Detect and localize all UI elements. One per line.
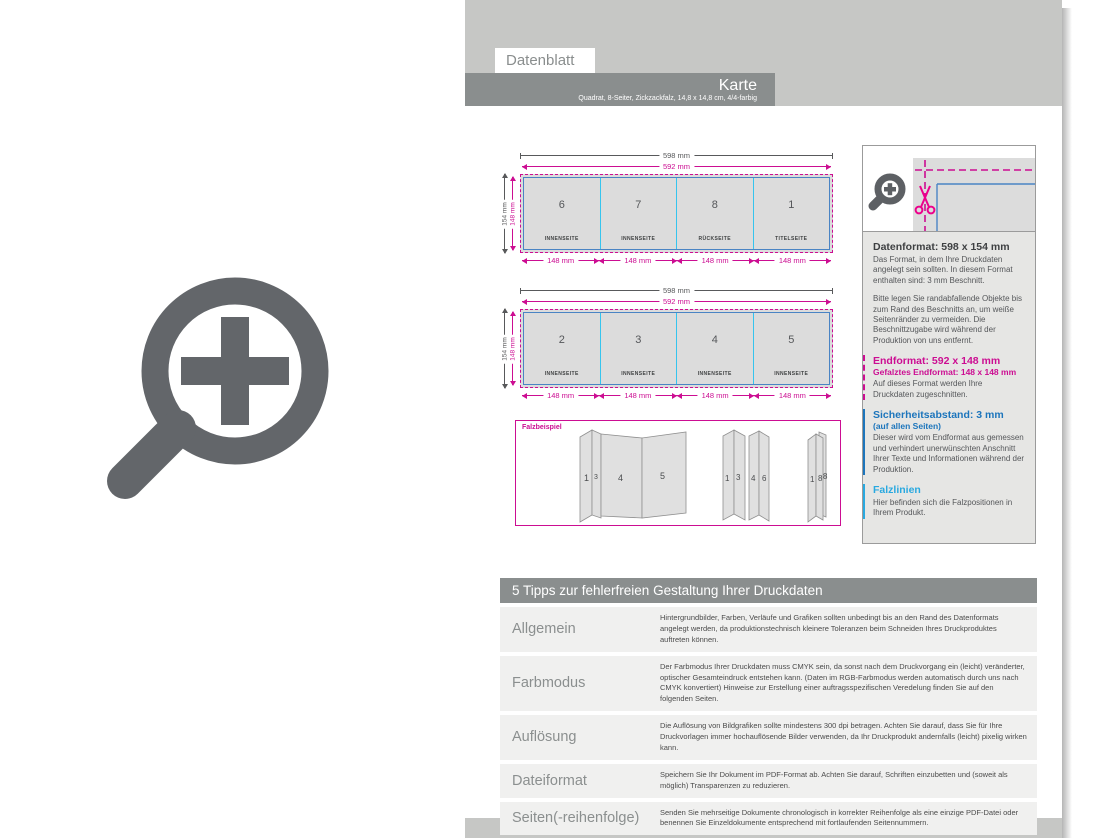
section-sicherheitsabstand <box>863 409 1025 475</box>
total-height-label: 154 mm <box>501 334 508 363</box>
fold-page-number: 1 <box>810 475 815 484</box>
total-width-dimension <box>520 285 833 295</box>
tip-text: Speichern Sie Ihr Dokument im PDF-Format ab. Achten Sie darauf, Schriften einzubetten und (soweit als möglich) Transparenzen zu reduzieren. <box>660 769 1008 790</box>
panel-width-dimension <box>599 390 676 400</box>
fold-page-number: 8 <box>818 474 823 483</box>
panel-6 <box>524 178 600 249</box>
total-width-label: 598 mm <box>659 152 694 160</box>
panel-number: 4 <box>711 333 718 346</box>
tip-text: Die Auflösung von Bildgrafiken sollte mindestens 300 dpi betragen. Achten Sie darauf, dass Sie für Ihre Druckvorlagen immer hochauflösende Bilder verwenden, da Ihr Druckprodukt andernfalls (leicht) pixelig wirken kann. <box>660 721 1027 752</box>
panel-width-dimension <box>754 255 831 265</box>
sheet-trim-area <box>523 177 830 250</box>
panel-side-label: TITELSEITE <box>775 236 808 242</box>
panel-width-label: 148 mm <box>698 392 733 400</box>
section-falzlinien <box>863 484 1025 519</box>
tip-text: Hintergrundbilder, Farben, Verläufe und Grafiken sollten unbedingt bis an den Rand des Datenformats angelegt werden, da produktionstechnisch kleinere Toleranzen beim Schneiden Ihres Druckproduktes auftreten können. <box>660 613 999 644</box>
tip-text: Senden Sie mehrseitige Dokumente chronologisch in korrekter Reihenfolge als eine einzige PDF-Datei oder benennen Sie Einzeldokumente entsprechend mit fortlaufenden Seitennummern. <box>660 807 1019 828</box>
panel-width-dimension <box>522 390 599 400</box>
tip-label: Allgemein <box>512 621 576 638</box>
fold-page-number: 5 <box>660 471 666 481</box>
total-height-label: 154 mm <box>501 199 508 228</box>
panel-width-label: 148 mm <box>543 392 578 400</box>
sheet-bleed-area <box>520 309 833 388</box>
datenformat-paragraph: Bitte legen Sie randabfallende Objekte bis zum Rand des Beschnitts an, um weiße Seitenränder zu vermeiden. Die Beschnittzugabe wird während der Produktion von uns entfernt. <box>873 294 1022 345</box>
panel-width-dimension <box>677 255 754 265</box>
falzlinien-paragraph: Hier befinden sich die Falzpositionen in Ihrem Produkt. <box>873 498 1013 518</box>
fold-page-number: 1 <box>584 473 590 483</box>
zoom-in-icon[interactable] <box>95 243 363 543</box>
fold-page-number: 3 <box>594 474 598 481</box>
panel-width-label: 148 mm <box>620 257 655 265</box>
total-width-label: 598 mm <box>659 287 694 295</box>
fold-example-box <box>515 420 841 526</box>
panel-number: 6 <box>558 198 565 211</box>
panel-side-label: INNENSEITE <box>544 236 579 242</box>
panel-width-label: 148 mm <box>775 392 810 400</box>
panel-1 <box>753 178 830 249</box>
tip-text: Der Farbmodus Ihrer Druckdaten muss CMYK sein, da sonst nach dem Druckvorgang ein (leicht) veränderter, optischer Gesamteindruck entstehen kann. (Daten im RGB-Farbmodus werden automatisch durch uns nach CMYK konvertiert) Hinweise zur Erstellung einer auftragsspezifischen Veredelung finden Sie auf den folgenden Seiten. <box>660 661 1025 704</box>
panel-7 <box>600 178 677 249</box>
panel-width-label: 148 mm <box>543 257 578 265</box>
page-edge-shadow <box>1062 8 1072 838</box>
panel-8 <box>676 178 753 249</box>
panel-width-dimension <box>754 390 831 400</box>
endformat-heading: Endformat: 592 x 148 mm <box>873 355 1001 368</box>
trim-width-dimension <box>522 161 831 171</box>
tip-row-farbmodus <box>500 656 1037 712</box>
page-title: Karte <box>718 77 757 94</box>
zoom-in-mini-icon <box>873 177 902 206</box>
sheet-trim-area <box>523 312 830 385</box>
fold-page-number: 1 <box>725 474 730 483</box>
page-subtitle: Quadrat, 8-Seiter, Zickzackfalz, 14,8 x 14,8 cm, 4/4-farbig <box>578 95 757 102</box>
panel-side-label: INNENSEITE <box>544 371 579 377</box>
panel-side-label: RÜCKSEITE <box>698 236 731 242</box>
tip-label: Dateiformat <box>512 772 587 789</box>
trim-width-label: 592 mm <box>659 298 694 306</box>
panel-number: 8 <box>711 198 718 211</box>
diagram-outer-pages <box>496 148 846 273</box>
sicherheitsabstand-subheading: (auf allen Seiten) <box>873 421 942 432</box>
panel-side-label: INNENSEITE <box>697 371 732 377</box>
diagram-inner-pages <box>496 283 846 408</box>
falzlinien-heading: Falzlinien <box>873 484 921 497</box>
panel-side-label: INNENSEITE <box>621 236 656 242</box>
trim-height-dimension <box>509 177 517 250</box>
corner-detail-illustration <box>863 146 1035 231</box>
panel-number: 1 <box>788 198 795 211</box>
fold-page-number: 8 <box>823 472 828 481</box>
datenblatt-tab-label: Datenblatt <box>506 52 575 69</box>
panel-number: 5 <box>788 333 795 346</box>
trim-height-label: 148 mm <box>509 199 516 228</box>
panel-width-label: 148 mm <box>620 392 655 400</box>
section-endformat <box>863 355 1025 400</box>
panel-width-dimension <box>599 255 676 265</box>
datenformat-paragraph: Das Format, in dem Ihre Druckdaten angelegt sein sollten. In diesem Format enthalten sind: 3 mm Beschnitt. <box>873 255 1013 285</box>
panel-2 <box>524 313 600 384</box>
tips-header: 5 Tipps zur fehlerfreien Gestaltung Ihrer Druckdaten <box>500 578 1037 603</box>
total-height-dimension <box>501 309 509 388</box>
corner-detail-box[interactable] <box>862 145 1036 232</box>
tip-label: Seiten(-reihenfolge) <box>512 810 640 827</box>
info-panel <box>862 231 1036 544</box>
trim-height-label: 148 mm <box>509 334 516 363</box>
tip-label: Auflösung <box>512 729 577 746</box>
trim-width-dimension <box>522 296 831 306</box>
panel-width-dimension <box>677 390 754 400</box>
panel-number: 7 <box>635 198 642 211</box>
tip-row-seitenreihenfolge <box>500 802 1037 836</box>
panel-width-label: 148 mm <box>775 257 810 265</box>
panel-number: 3 <box>635 333 642 346</box>
tip-row-allgemein <box>500 607 1037 652</box>
datenblatt-tab <box>495 48 595 73</box>
total-width-dimension <box>520 150 833 160</box>
fold-example-illustration <box>516 421 840 525</box>
panel-side-label: INNENSEITE <box>774 371 809 377</box>
endformat-subheading: Gefalztes Endformat: 148 x 148 mm <box>873 367 1017 378</box>
panel-width-label: 148 mm <box>698 257 733 265</box>
panel-number: 2 <box>558 333 565 346</box>
fold-page-number: 4 <box>751 474 756 483</box>
tip-row-aufloesung <box>500 715 1037 760</box>
panel-4 <box>676 313 753 384</box>
trim-height-dimension <box>509 312 517 385</box>
panel-3 <box>600 313 677 384</box>
panel-side-label: INNENSEITE <box>621 371 656 377</box>
fold-example-label: Falzbeispiel <box>522 424 562 431</box>
tip-row-dateiformat <box>500 764 1037 798</box>
title-bar <box>465 73 775 106</box>
sheet-bleed-area <box>520 174 833 253</box>
trim-width-label: 592 mm <box>659 163 694 171</box>
panel-5 <box>753 313 830 384</box>
total-height-dimension <box>501 174 509 253</box>
panel-width-dimension <box>522 255 599 265</box>
tip-label: Farbmodus <box>512 675 586 692</box>
fold-page-number: 6 <box>762 474 767 483</box>
tips-table <box>500 578 1037 835</box>
sicherheitsabstand-heading: Sicherheitsabstand: 3 mm <box>873 409 1004 422</box>
datenformat-heading: Datenformat: 598 x 154 mm <box>873 241 1010 253</box>
section-datenformat <box>873 241 1025 346</box>
endformat-paragraph: Auf dieses Format werden Ihre Druckdaten zugeschnitten. <box>873 379 983 399</box>
fold-page-number: 3 <box>736 473 741 482</box>
sicherheitsabstand-paragraph: Dieser wird vom Endformat aus gemessen und verhindert unerwünschten Anschnitt Ihrer Texte und Informationen während der Produktion. <box>873 433 1025 474</box>
fold-page-number: 4 <box>618 473 624 483</box>
